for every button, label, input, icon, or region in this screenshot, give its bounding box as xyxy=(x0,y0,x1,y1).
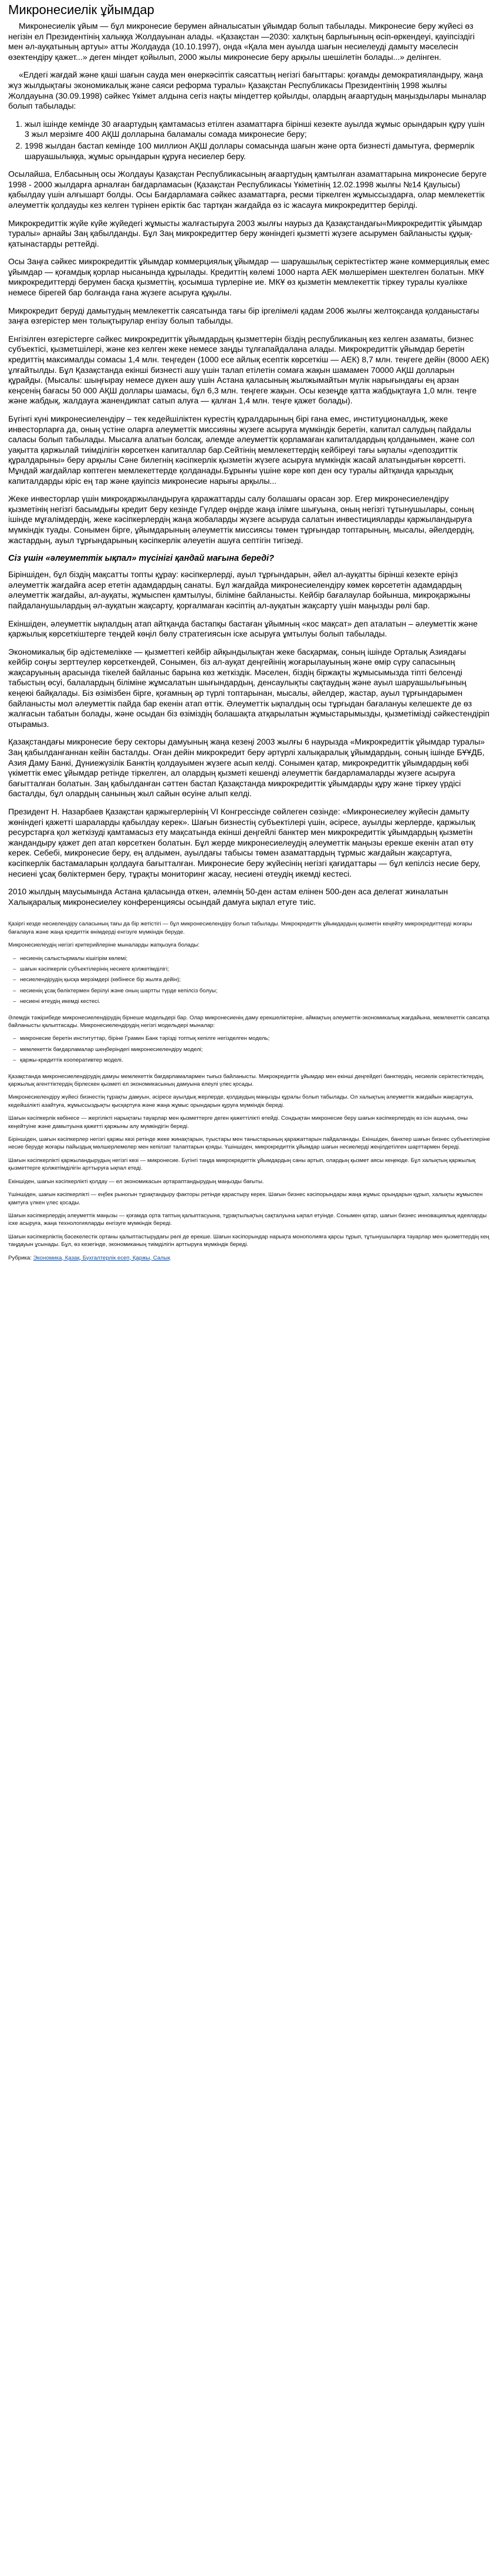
small-paragraph: Шағын кәсіпкерліктің бәсекелестік ортаны қалыптастырудағы рөлі де ерекше. Шағын кәсіпорындар нарықта монополияға қарсы тұрып, тұтынушыларға тауарлар мен қызметтердің кең таңдауын ұсынады. Бұл, өз кезегінде, экономиканың тиімділігін арттыруға мүмкіндік береді. xyxy=(8,1233,489,1248)
small-paragraph: Шағын кәсіпкерлердің әлеуметтік маңызы — қоғамда орта таптың қалыптасуына, тұрақтылықтың сақталуына ықпал етуінде. Сонымен қатар, шағын бизнес инновациялық идеяларды іске асыруға, жаңа технологияларды енгізуге мүмкіндік береді. xyxy=(8,1212,487,1227)
numbered-list xyxy=(7,119,490,161)
small-paragraph: Әлемдік тәжірибеде микронесиелендірудің бірнеше модельдері бар. Олар микронесиенің даму ерекшеліктеріне, аймақтың әлеуметтік-экономикалық жағдайына, мемлекеттік саясатқа байланысты қалыптасады. Микронесиелендірудің негізгі модельдері мыналар: xyxy=(8,1014,489,1029)
paragraph: 2010 жылдың маусымында Астана қаласында өткен, әлемнің 50-ден астам елінен 500-ден аса делегат жиналатын Халықаралық микронесиелеу конференциясы осындай дамуға ықпал етуге тиіс. xyxy=(8,887,448,907)
dash-list-item: – шағын кәсіпкерлік субъектілерінің несиеге қолжетімділігі; xyxy=(20,965,490,973)
paragraph: Қазақстандағы микронесие беру секторы дамуының жаңа кезеңі 2003 жылғы 6 наурызда «Микрокредиттік ұйымдар туралы» Заң қабылданғаннан кейін басталды. Оған дейін микрокредит беру әртүрлі халықаралық ұйымдардың, соның ішінде БҰҰДБ, Азия Даму Банкі, Дүниежүзілік Банктің қолдауымен жүзеге асып келді. Сонымен қатар, микрокредиттік ұйымдардың көбі үкіметтік емес ұйымдар ретінде тіркелген, ал олардың қызметі кешенді әлеуметтік бағдарламаларды жүзеге асыруға бағытталған болатын. Заң қабылданған сәттен бастап Қазақстанда микрокредиттік ұйымдарды құру және тіркеу үрдісі басталды, бұл олардың санының жыл сайын өсуіне алып келді. xyxy=(8,737,485,799)
paragraph: Енгізілген өзгерістерге сәйкес микрокредиттік ұйымдардың қызметтерін біздің республиканың кез келген азаматы, бизнес субъектісі, қызметшілері, және кез келген жеке немесе заңды тұлғапайдалана алады. Микрокредиттік ұйымдар беретін кредиттің максималды сомасы 1,4 млн. теңгеден (1000 есе айлық есептік көрсеткіш — АЕК) 8,7 млн. теңгеге дейін (8000 АЕК) ұлғайтылды. Бұл Қазақстанда екінші бизнесті ашу үшін талап етілетін сомаға жақын шамамен 70000 АҚШ долларын құрайды. (Мысалы: шыңғырау немесе дүкен ашу үшін Астана қаласының жылжымайтын мүлік нарығындағы ең арзан кеңсенің бағасы 50 000 АҚШ доллары шамасы, бұл 6,3 млн. теңгеге жақын. Осы кезеңде қатта жабдықтауға 1,0 млн. теңге және жабдық, жалдауға жанендикпат сатып алуға — қалған 1,4 млн. теңге қажет болады). xyxy=(8,334,489,406)
dash-list-item: – микронесие беретін институттар, біріне Грамин Банк тәрізді топтық кепілге негізделген модель; xyxy=(20,1035,490,1042)
dash-list-item: – несиенің салыстырмалы кішігірім көлемі; xyxy=(20,955,490,962)
paragraph: Микронесиелік ұйым — бұл микронесие берумен айналысатын ұйымдар болып табылады. Микронесие беру жүйесі өз негізін ел Президентінің халыққа Жолдауынан алады. «Қазақстан —2030: халқтың барлығының өсіп-өркендеуі, қауіпсіздігі мен әл-ауқатының артуы» атты Жолдауда (10.10.1997), онда «Қала мен ауылда шағын несиелеуді дамыту мәселесін өзектендіру қажет...» деген міндет қойылып, 2000 жылы микронесие беру арқылы шешілетін болады...» делінген. xyxy=(8,21,475,62)
small-paragraph: Шағын кәсіпкерлікті қаржыландырудың негізгі көзі — микронесие. Бүгінгі таңда микрокредиттік ұйымдардың саны артып, олардың қызмет аясы кеңеюде. Бұл халықтың қаржылық қызметтерге қолжетімділігін арттыруға ықпал етеді. xyxy=(8,1157,476,1172)
dash-list-item: – мемлекеттік бағдарламалар шеңберіндегі микронесиелендіру моделі; xyxy=(20,1046,490,1053)
page-title: Микронесиелік ұйымдар xyxy=(8,2,154,17)
dash-list-item: – несиені өтеудің икемді кестесі. xyxy=(20,998,490,1005)
list-item: 1. жыл ішінде кемінде 30 ағаартудың қамтамасыз етілген азаматтарға бірінші кезекте ауылда жұмыс орындарын құру үшін 3 жыл мерзімге 400 АҚШ долларына баламалы сомада микронесие беру; xyxy=(25,119,490,140)
paragraph: Президент Н. Назарбаев Қазақстан қаржыгерлерінің VI Конгрессінде сөйлеген сөзінде: «Микронесиелеу жүйесін дамыту жөніндегі қажетті шараларды қабылдау керек». Шағын бизнестің субъектілері үшін, әсіресе, ауылды жерлерде, қаржылық ресурстарға қол жеткізуді қамтамасыз ету мақсатында екінші деңгейлі банктер мен микрокредиттік ұйымдардың қызметін жандандыру қажет деп атап көрсеткен болатын. Бұл жерде микронесиелеудің әлеуметтік маңызы ерекше екенін атап өту керек. Себебі, микронесие беру, ең алдымен, ауылдағы табысы төмен азаматтардың тұрмыс жағдайын жақсартуға, кәсіпкерлік бастамаларын қолдауға бағытталған. Микронесие беру жүйесінің негізгі қағидаттары — бұл кепілсіз несие беру, несиені ұсақ бөліктермен беру, тұрақты мониторинг жасау, несиені өтеудің икемді кестесі. xyxy=(8,807,481,878)
section-heading: Сіз үшін «әлеуметтік ықпал» түсінігі қандай мағына береді? xyxy=(8,554,275,564)
small-paragraph: Микронесиелендіру жүйесі бизнестің тұрақты дамуын, әсіресе ауылдық жерлерде, қолдаудың маңызды құралы болып табылады. Ол халықтың әлеуметтік жағдайын жақсартуға, кедейшілікті азайтуға, жұмыссыздықты қысқартуға және жаңа жұмыс орындарын құруға мүмкіндік береді. xyxy=(8,1094,474,1109)
rubric-line xyxy=(8,1254,490,1262)
dash-list-item: – несиелендірудің қысқа мерзімдері (көбінесе бір жылға дейін); xyxy=(20,976,490,984)
paragraph: Осы Заңға сәйкес микрокредиттік ұйымдар коммерциялық ұйымдар — шаруашылық серіктестіктер және коммерциялық емес ұйымдар — қоғамдық қорлар нысанында құрылады. Кредиттің көлемі 1000 нарта АЕК мөлшерімен шектелген болатын. МКҰ микрокредиттерді берумен басқа қызметтің, қосымша түрлеріне ие. МКҰ өз қызметін мемлекеттік тіркеу туралы куәлікке немесе бірегей бар болғанда ғана жүзеге асыруға құқылы. xyxy=(8,257,490,298)
list-item: 2. 1998 жылдан бастап кемінде 100 миллион АҚШ доллары сомасында шағын және орта бизнесті дамытуға, фермерлік шаруашылыққа, жұмыс орындарын құруға несиелер беру. xyxy=(25,141,490,161)
paragraph: Экономикалық бір әдістемелікке — қызметтегі кейбір айқындылықтан жеке басқармақ, соның ішінде Орталық Азиядағы кейбір соңғы зерттеулер көрсеткендей, Сонымен, біз ал-ауқат деңгейінің жоғарылауының және өмір сүру сапасының жақсаруының арасында тікелей байланыс барына көз жеткіздік. Мәселен, біздің біржақты жұмысымызда тіпті белсенді табыстың өсуі, балалардың біліміне жұмсалатын шығындардың, денсаулықты сақтаудың және ауыл шаруашылығының кеңеюі байқалады. Біз өзімізбен бірге, қоғамның әр түрлі топтарынан, мысалы, әйелдер, жастар, ауыл тұрғындарымен байланысты мол әлеуметтік пайда бар екенін атап өттік. Әлеуметтік ықпалдың осы тұрғыдан бағалануы келешекте де өз жалғасын табатын болады, және осыдан біз өзіміздің болашақта атқарылатын жұмыстарымызды, қызметімізді сәйкестендіріп отырамыз. xyxy=(8,646,490,729)
paragraph: Микрокредиттік жүйе күйе жүйедегі жұмысты жалғастыруға 2003 жылғы наурыз да Қазақстандағы«Микрокредиттік ұйымдар туралы» арнайы Заң қабылданды. Бұл Заң микрокредиттер беру жөніндегі қызметті жүзеге асырумен байланысты құқық-қатынастарды реттейді. xyxy=(8,218,482,248)
dash-list-item: – қаржы-кредиттік кооперативтер моделі. xyxy=(20,1056,490,1064)
small-paragraph: Қазіргі кезде несиелендіру саласының тағы да бір жетістігі — бұл микронесиелендіру болып табылады. Микрокредиттік ұйымдардың қызметін кеңейту микрокредиттерді жоғары бағалауға және жаңа кредиттік өнімдерді енгізуге мүмкіндік беруде. xyxy=(8,921,472,935)
rubric-links[interactable]: Экономика, Қазақ, Бухгалтерлік есеп, Қаржы, Салық xyxy=(33,1254,170,1261)
dash-list-item: – несиенің ұсақ бөліктермен берілуі және оның шартты түрде кепілсіз болуы; xyxy=(20,987,490,995)
small-paragraph: Микронесиелеудің негізгі критерийлеріне мыналарды жатқызуға болады: xyxy=(8,942,200,949)
small-paragraph: Шағын кәсіпкерлік көбінесе — жергілікті нарықтағы тауарлар мен қызметтерге деген қажеттілікті өтейді. Сондықтан микронесие беру шағын кәсіпкерлердің өз ісін ашуына, оны кеңейтуіне және дамытуына қажетті қаржыны алу мүмкіндігін береді. xyxy=(8,1115,468,1130)
paragraph: Микрокредит беруді дамытудың мемлекеттік саясатында тағы бір іргелімелі қадам 2006 жылғы желтоқсанда қолданыстағы заңға өзгерістер мен толықтырулар енгізу болып табылды. xyxy=(8,305,479,326)
small-paragraph: Үшіншіден, шағын кәсіпкерлікті — еңбек рыногын тұрақтандыру факторы ретінде қарастыру керек. Шағын бизнес кәсіпорындары жаңа жұмыс орындарын құрып, халықты жұмыспен қамтуға үлкен үлес қосады. xyxy=(8,1191,483,1206)
rubric-label: Рубрика: xyxy=(8,1254,32,1261)
paragraph: Осылайша, Елбасының осы Жолдауы Қазақстан Республикасының ағаартудың қамтылған азаматтарына микронесие беруге 1998 - 2000 жылдарға арналған бағдарламасын (Қазақстан Республикасы Үкіметінің 12.02.1998 жылғы №14 Қаулысы) қабылдау үшін алғышарт болды. Осы Бағдарламаға сәйкес азаматтарға, ресми тіркелген жұмыссыздарға, олар мемлекеттік әлеуметтік қолдауды кез келген түрінен еріктік бас тартқан жағдайда өз іс жасауға микрокредиттер берілді. xyxy=(8,169,487,210)
small-paragraph: Қазақстанда микронесиелендірудің дамуы мемлекеттік бағдарламалармен тығыз байланысты. Микрокредиттік ұйымдар мен екінші деңгейдегі банктердің, несиелік серіктестіктердің, қаржылық агенттіктердің бірлескен қызметі ел экономикасының дамуына елеулі үлес қосады. xyxy=(8,1073,485,1088)
paragraph: Біріншіден, бұл біздің мақсатты топты құрау: кәсіпкерлерді, ауыл тұрғындарын, әйел ал-ауқатты бірінші кезекте еріңіз әлеуметтік жағдайға асер ететін адамдардың санаты. Бұл жағдайда микронесиелендіру көмек көрсететін адамдардың әлеуметтік жағдайы, ал-ауқаты, жұмыспен қамтылуы, біліміне байланысты. Кейбір бағалаулар бойынша, микроқаржыны пайдаланушылардың әл-ауқатын жақсарту, қорғалмаған кәсіптің ал-ауқатын жақсарту үшін маңызды рөлі бар. xyxy=(8,570,471,610)
paragraph: Екіншіден, әлеуметтік ықпалдың атап айтқанда бастапқы бастаған ұйымның «кос мақсат» деп аталатын – әлеуметтік және қаржылық көрсеткіштерге теңдей көңіл бөлу стратегиясын іске асыруға ұмтылуы болып табылады. xyxy=(8,618,478,639)
small-paragraph: Екіншіден, шағын кәсіпкерлікті қолдау — ел экономикасын әртараптандырудың маңызды бағыты. xyxy=(8,1178,264,1185)
small-paragraph: Біріншіден, шағын кәсіпкерлер негізгі қаржы көзі ретінде жеке жинақтарын, туыстары мен таныстарының қаражаттарын пайдаланады. Екіншіден, банктер шағын бизнес субъектілеріне несие беруде жоғары пайыздық мөлшерлемелер мен кепілзат талаптарын қояды. Үшіншіден, микрокредиттік ұйымдар шағын несиелерді жеңілдетілген шарттармен береді. xyxy=(8,1136,490,1151)
paragraph: «Елдегі жағдай және қаші шағын сауда мен өнеркәсіптік саясаттың негізгі бағыттары: қоғамды демократияландыру, жаңа жүз жылдықтағы экономикалық және саяси реформа туралы» Қазақстан Республикасы Президентінің 1998 жылғы Жолдауына (30.09.1998) сәйкес Үкімет алдына сегіз нақты міндеттер қойылды, олардың ағаартудың маңыздылары мыналар болып табылады: xyxy=(8,70,486,111)
paragraph: Бүгінгі күні микронесиелендіру – тек кедейшіліктен күрестің құралдарының бірі ғана емес, институционалдық, жеке инвесторларға да, оның үстіне оларға әлеуметтік миссияны жүзеге асыруға мүмкіндік беретін, капитал салудың пайдалы саласы болып табылады. Мысалға алатын болсақ, әлемде әлеуметтік қорламаған капиталдардың қолданымен, және сол уақытта қаржылай тиімділігін көрсеткен капиталлар бар.Сейтінің мемлекеттердің кейбіреуі тағы ықпалы «депоздиттік құралдарыны» беру арқылы Сәне билегнің кәсіпкерлік қызметін жүзеге асыруға мүмкіндік жасай алатындығын көрсетті. Мұндай жағдайлар көптеген мемлекеттерде қолданады.Бұрынғы үшіне көре көп ден өсу туралы айтқанда қарыздық капиталдарды кіріс ең тар және қауіпсіз микронесие нарығы арқылы... xyxy=(8,414,475,486)
paragraph: Жеке инвесторлар үшін микроқаржыландыруға қаражаттарды салу болашағы орасан зор. Егер микронесиелендіру қызметінің негізгі басымдығы кредит беру кезінде Гүлдер өңірде жаңа ілімге шығуына, оның негізгі тұтынушылары, соның ішінде мұғалімдердің, жеке кәсіпкерлердің жаңа жобаларды жүзеге асыруда салатын инвестицияларды қаржыландыруға мүмкіндік туады. Сонымен бірге, ұйымдарының әлеуметтік миссиясы төмен тұрғындар топтарының, мысалы, әйелдердің, жастардың, ауыл тұрғындарының кәсіпкерлік әлеуетін ашуға септігін тигізеді. xyxy=(8,494,475,545)
